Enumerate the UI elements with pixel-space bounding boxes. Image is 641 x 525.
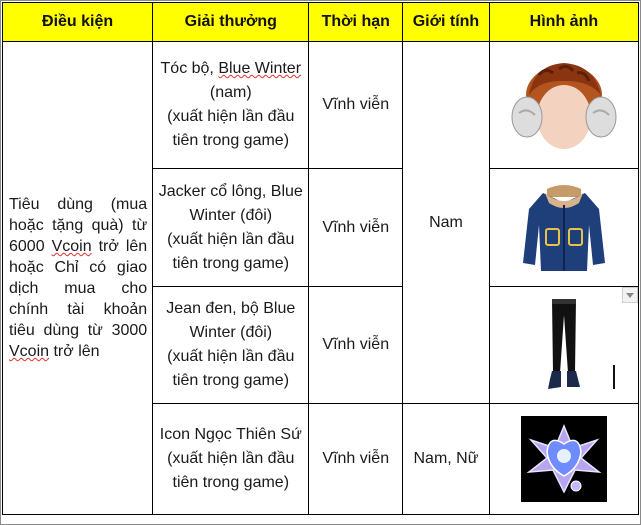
prize-note: (xuất hiện lần đầu tiên trong game) xyxy=(167,230,295,272)
prize-note: (xuất hiện lần đầu tiên trong game) xyxy=(167,450,295,491)
image-cell xyxy=(489,287,638,404)
prize-cell: Icon Ngọc Thiên Sứ (xuất hiện lần đầu tiên trong game) xyxy=(153,404,309,515)
text-cursor xyxy=(613,365,615,389)
header-prize: Giải thưởng xyxy=(153,3,309,42)
image-cell xyxy=(489,169,638,287)
prize-note: (xuất hiện lần đầu tiên trong game) xyxy=(167,348,295,389)
duration-cell: Vĩnh viễn xyxy=(309,287,403,404)
prize-cell: Jean đen, bộ Blue Winter (đôi) (xuất hiện lần đầu tiên trong game) xyxy=(153,287,309,404)
duration-cell: Vĩnh viễn xyxy=(309,42,403,169)
gender-cell: Nam xyxy=(403,42,490,404)
jeans-icon xyxy=(544,295,584,395)
prize-cell: Jacker cổ lông, Blue Winter (đôi) (xuất hiện lần đầu tiên trong game) xyxy=(153,169,309,287)
gender-cell: Nam, Nữ xyxy=(403,404,490,515)
duration-cell: Vĩnh viễn xyxy=(309,404,403,515)
vcoin-word: Vcoin xyxy=(51,238,92,255)
header-condition: Điều kiện xyxy=(3,3,153,42)
reward-table xyxy=(2,2,639,515)
jacket-icon xyxy=(519,179,609,277)
header-row xyxy=(3,3,639,42)
vcoin-word: Vcoin xyxy=(9,343,50,360)
duration-cell: Vĩnh viễn xyxy=(309,169,403,287)
blue-winter-word: Blue Winter xyxy=(218,60,302,77)
image-cell xyxy=(489,404,638,515)
header-image: Hình ảnh xyxy=(489,3,638,42)
dropdown-arrow-icon[interactable] xyxy=(622,287,638,303)
header-duration: Thời hạn xyxy=(309,3,403,42)
prize-note: (xuất hiện lần đầu tiên trong game) xyxy=(167,108,295,149)
header-gender: Giới tính xyxy=(403,3,490,42)
table-row xyxy=(3,42,639,169)
condition-cell: Tiêu dùng (mua hoặc tặng quà) từ 6000 Vcoin trở lên hoặc Chỉ có giao dịch mua cho chính tài khoản tiêu dùng từ 3000 Vcoin trở lên xyxy=(3,42,153,515)
prize-cell: Tóc bộ, Blue Winter (nam) (xuất hiện lần đầu tiên trong game) xyxy=(153,42,309,169)
image-cell xyxy=(489,42,638,169)
hair-earmuff-icon xyxy=(509,55,619,155)
angel-gem-icon xyxy=(521,416,607,502)
